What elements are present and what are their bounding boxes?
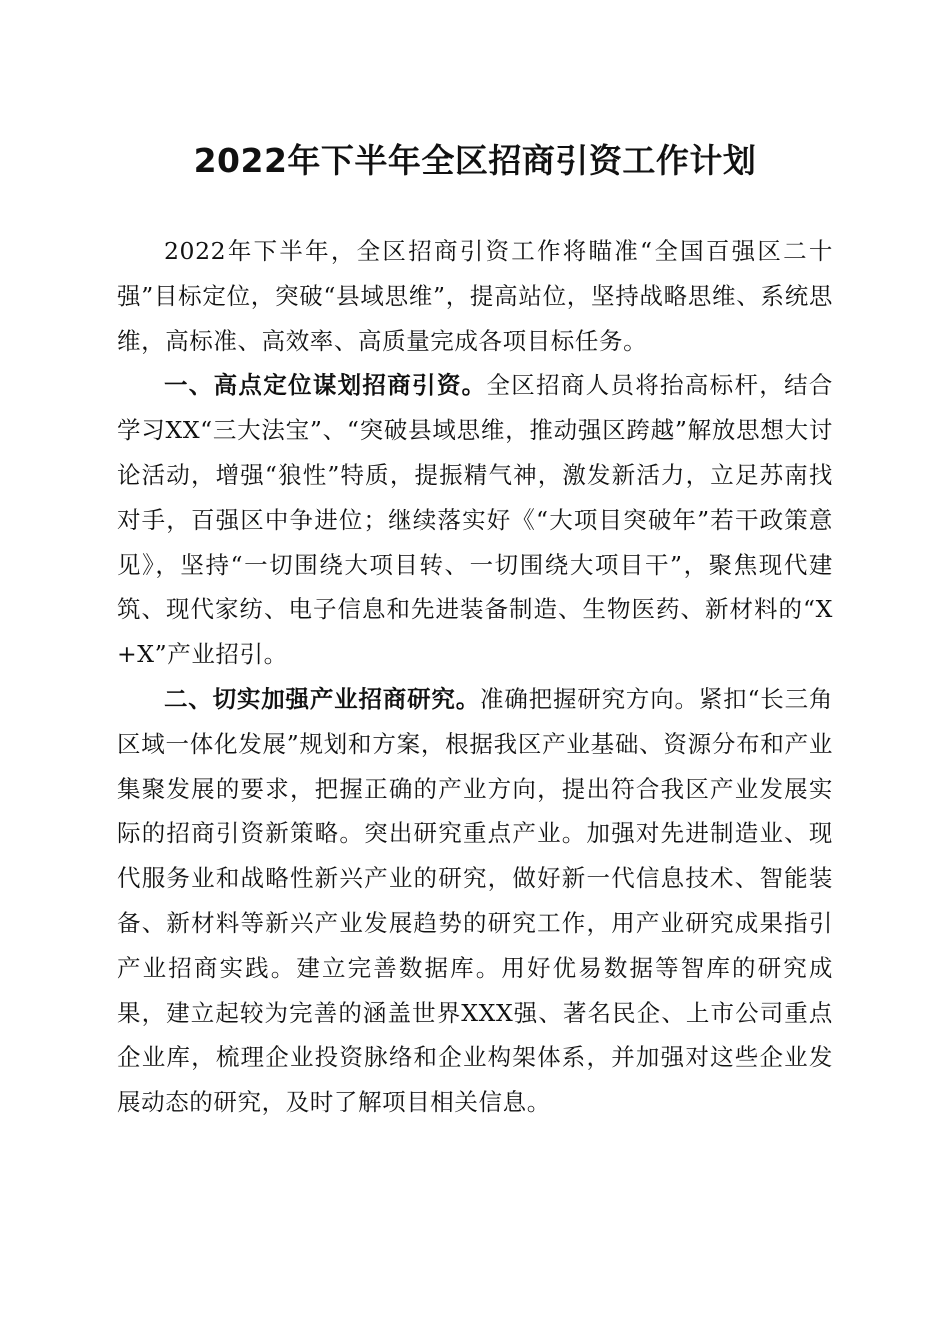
intro-paragraph: 2022年下半年，全区招商引资工作将瞄准“全国百强区二十强”目标定位，突破“县域思维”，提高站位，坚持战略思维、系统思维，高标准、高效率、高质量完成各项目标任务。	[117, 237, 833, 355]
section-paragraph-1	[117, 363, 833, 677]
section-paragraph-2	[117, 677, 833, 1125]
section-heading-2: 二、切实加强产业招商研究。	[164, 684, 481, 713]
section-heading-1: 一、高点定位谋划招商引资。	[164, 371, 487, 400]
document-body	[117, 229, 833, 1125]
section-text-2: 准确把握研究方向。紧扣“长三角区域一体化发展”规划和方案，根据我区产业基础、资源分布和产业集聚发展的要求，把握正确的产业方向，提出符合我区产业发展实际的招商引资新策略。突出研究重点产业。加强对先进制造业、现代服务业和战略性新兴产业的研究，做好新一代信息技术、智能装备、新材料等新兴产业发展趋势的研究工作，用产业研究成果指引产业招商实践。建立完善数据库。用好优易数据等智库的研究成果，建立起较为完善的涵盖世界XXX强、著名民企、上市公司重点企业库，梳理企业投资脉络和企业构架体系，并加强对这些企业发展动态的研究，及时了解项目相关信息。	[117, 684, 833, 1117]
section-text-1: 全区招商人员将抬高标杆，结合学习XX“三大法宝”、“突破县域思维，推动强区跨越”解放思想大讨论活动，增强“狼性”特质，提振精气神，激发新活力，立足苏南找对手，百强区中争进位；继续落实好《“大项目突破年”若干政策意见》，坚持“一切围绕大项目转、一切围绕大项目干”，聚焦现代建筑、现代家纺、电子信息和先进装备制造、生物医药、新材料的“X+X”产业招引。	[117, 371, 833, 669]
document-title: 2022年下半年全区招商引资工作计划	[193, 141, 757, 180]
